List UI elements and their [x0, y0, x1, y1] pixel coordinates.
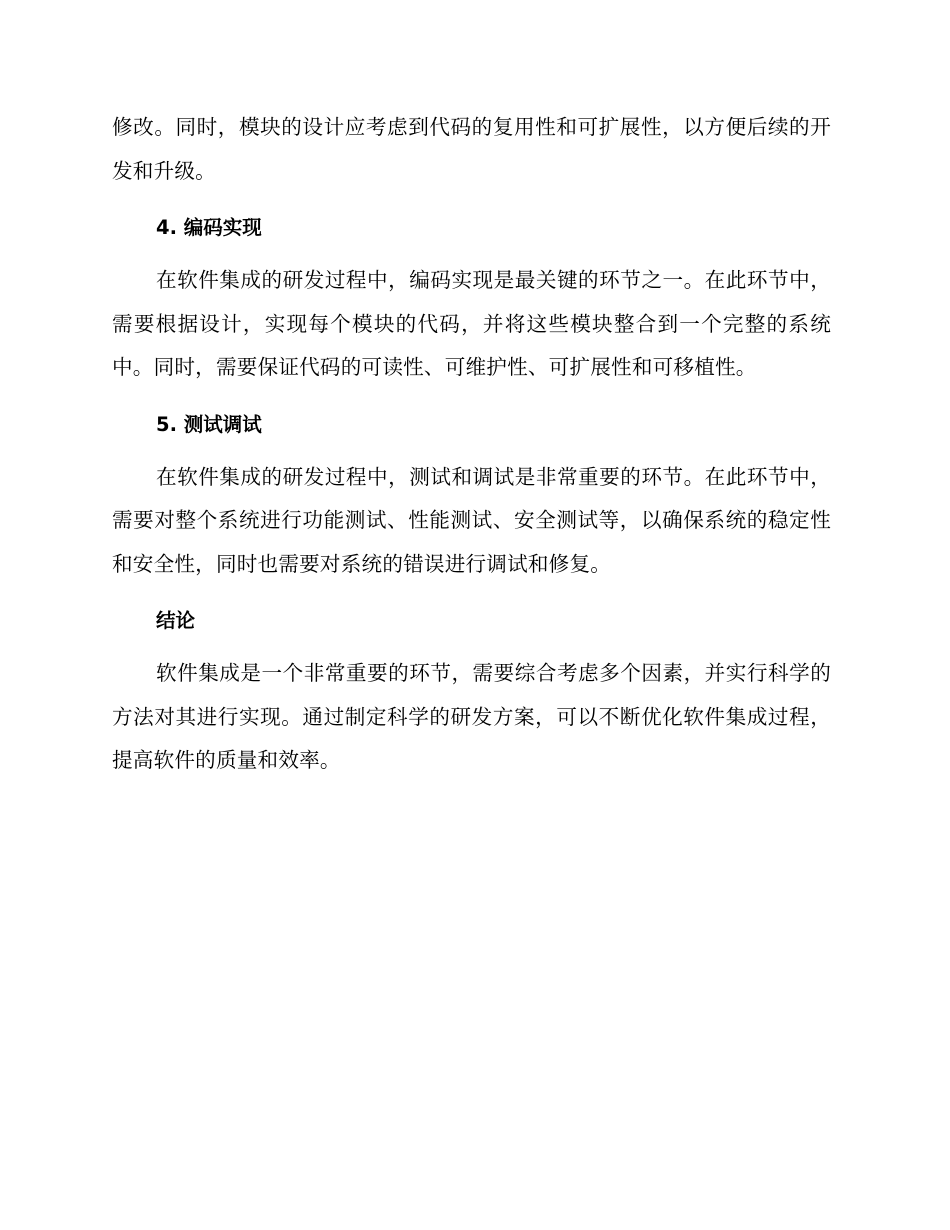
section-body-conclusion: 软件集成是一个非常重要的环节，需要综合考虑多个因素，并实行科学的方法对其进行实现。通过制定科学的研发方案，可以不断优化软件集成过程，提高软件的质量和效率。 [112, 661, 831, 772]
section-body-coding: 在软件集成的研发过程中，编码实现是最关键的环节之一。在此环节中，需要根据设计，实现每个模块的代码，并将这些模块整合到一个完整的系统中。同时，需要保证代码的可读性、可维护性、可扩展性和可移植性。 [112, 268, 831, 379]
section-body-testing: 在软件集成的研发过程中，测试和调试是非常重要的环节。在此环节中，需要对整个系统进行功能测试、性能测试、安全测试等，以确保系统的稳定性和安全性，同时也需要对系统的错误进行调试和修复。 [112, 464, 831, 576]
section-heading-coding: 4. 编码实现 [156, 216, 262, 239]
continuation-paragraph: 修改。同时，模块的设计应考虑到代码的复用性和可扩展性，以方便后续的开发和升级。 [112, 115, 831, 183]
section-heading-testing: 5. 测试调试 [156, 412, 262, 436]
document-page [112, 106, 831, 783]
section-heading-conclusion: 结论 [156, 609, 196, 632]
